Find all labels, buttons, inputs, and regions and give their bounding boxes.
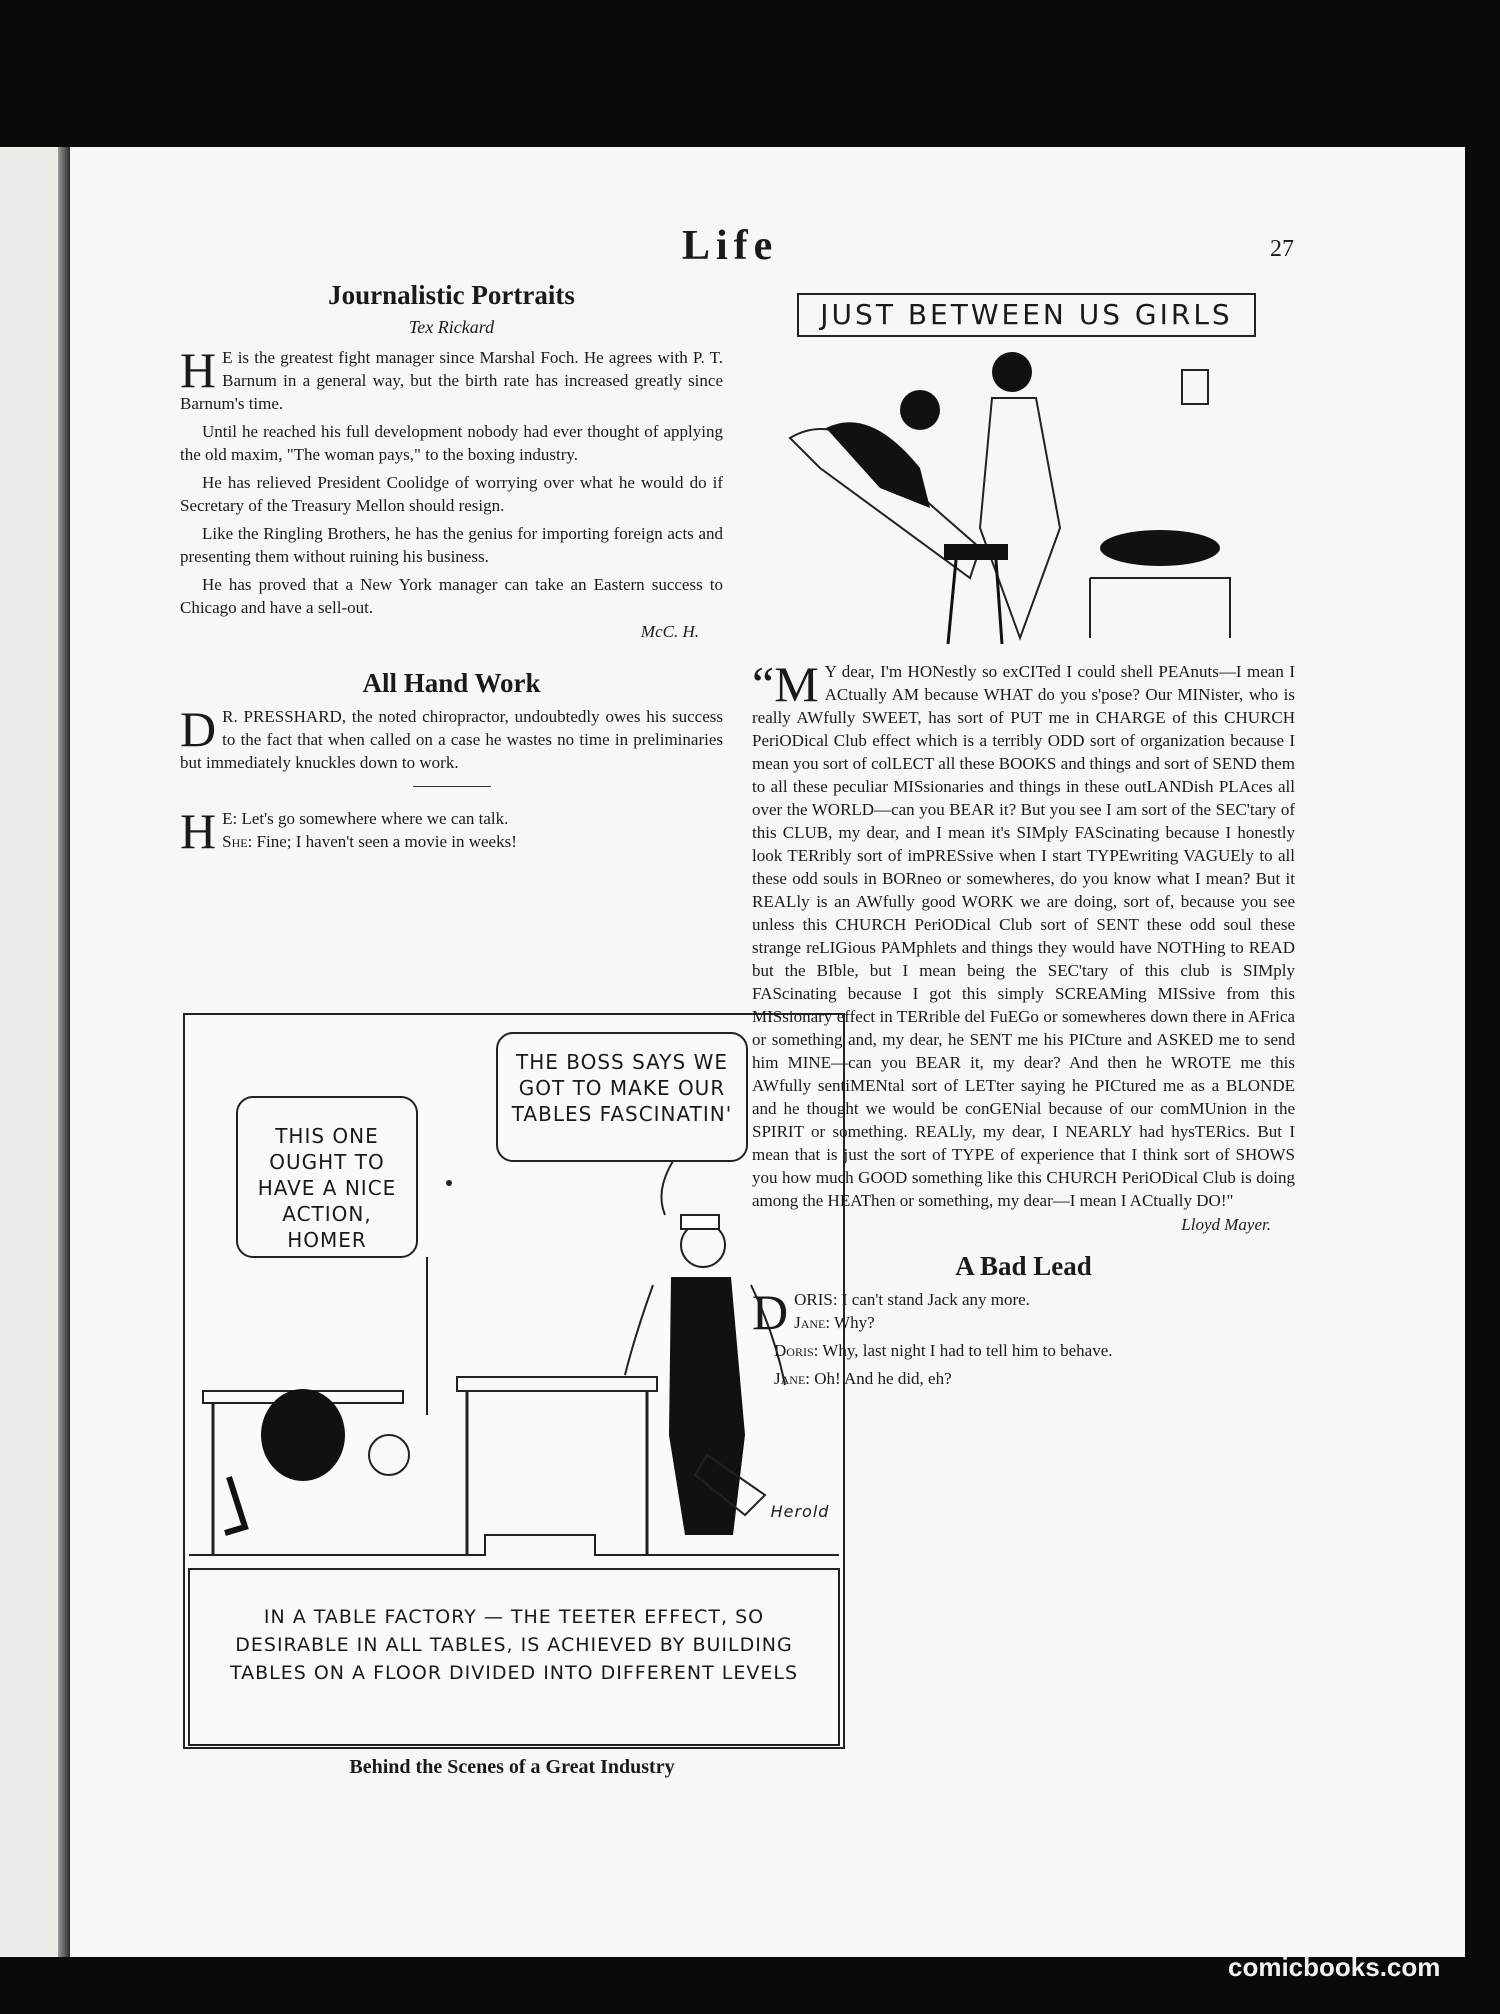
crouching-worker-head — [369, 1435, 409, 1475]
standing-worker-cap — [681, 1215, 719, 1229]
portraits-title: Journalistic Portraits — [328, 280, 575, 310]
portraits-p2: Until he reached his full development nobody had ever thought of applying the old maxim, "The woman pays," to the boxing industry. — [180, 422, 723, 464]
seated-girl-dress — [826, 422, 930, 508]
badlead-line4: Jane: Oh! And he did, eh? — [774, 1369, 952, 1388]
drop-cap: H — [180, 803, 217, 859]
cartoon-panel — [183, 1013, 845, 1749]
crouching-worker-body — [261, 1389, 345, 1481]
badlead-title: A Bad Lead — [955, 1251, 1092, 1281]
side-table — [944, 544, 1008, 560]
page-number: 27 — [1270, 236, 1294, 262]
section-divider — [413, 786, 491, 787]
girls-signature: Lloyd Mayer. — [1181, 1215, 1271, 1234]
side-table-leg — [948, 560, 956, 644]
portraits-p1: H E is the greatest fight manager since Marshal Foch. He agrees with P. T. Barnum in a general way, but the birth rate has increased greatly since Barnum's time. — [180, 342, 723, 413]
seated-girl-head — [900, 390, 940, 430]
portraits-p4: Like the Ringling Brothers, he has the genius for importing foreign acts and presenting them without ruining his business. — [180, 524, 723, 566]
artist-signature: Herold — [770, 1502, 830, 1521]
cartoon-caption-box-text: IN A TABLE FACTORY — THE TEETER EFFECT, SO DESIRABLE IN ALL TABLES, IS ACHIEVED BY BUILDING TABLES ON A FLOOR DIVIDED INTO DIFFERENT LEVELS — [229, 1606, 799, 1684]
bubble-left-text: THIS ONE OUGHT TO HAVE A NICE ACTION, HOMER — [257, 1124, 397, 1252]
portraits-p5: He has proved that a New York manager can take an Eastern success to Chicago and have a sell-out. — [180, 575, 723, 617]
standing-girl-dress — [980, 398, 1060, 638]
masthead-title: Life — [682, 223, 779, 269]
left-column — [180, 280, 723, 858]
standing-girl-head — [992, 352, 1032, 392]
badlead-line1: DORIS: I can't stand Jack any more. Jane: Why? — [752, 1284, 1030, 1340]
drop-cap: “M — [752, 656, 819, 712]
girls-title: JUST BETWEEN US GIRLS — [797, 293, 1256, 337]
girls-drawing — [780, 348, 1280, 648]
crouching-worker-legs — [225, 1477, 245, 1533]
handwork-body: D R. PRESSHARD, the noted chiropractor, undoubtedly owes his success to the fact that when called on a case he wastes no time in preliminaries but immediately knuckles down to work. — [180, 701, 723, 772]
cartoon-caption: Behind the Scenes of a Great Industry — [349, 1756, 675, 1778]
cushion — [1100, 530, 1220, 566]
split-floor — [189, 1535, 839, 1555]
dialog-paragraph: H E: Let's go somewhere where we can talk. She: Fine; I haven't seen a movie in weeks! — [180, 803, 517, 859]
standing-worker-overalls — [669, 1277, 745, 1535]
right-column — [752, 656, 1295, 1395]
bench — [1090, 578, 1230, 638]
girls-body: “M Y dear, I'm HONestly so exCITed I could shell PEAnuts—I mean I ACtually AM because WHAT do you s'pose? Our MINister, who is really AWfully SWEET, has sort of PUT me in CHARGE of this CHURCH PeriODical Club effect which is a terribly ODD sort of organization because I mean you sort of colLECT all these BOOKS and things and sort of SEND them to all these peculiar MISsionaries and things in these outLANDish PLAces all over the WORLD—can you BEAR it? But you see I am sort of the SEC'tary of this CLUB, my dear, and I mean it's SIMply FAScinating because I honestly look TERribly sort of imPRESsive when I start TYPEwriting VAGUEly to all these odd souls in BORneo or somewheres, do you know what I mean? But it REALly is an AWfully good WORK we are doing, sort of, because you see unless this CHURCH PeriODical Club sort of SENT these odd soul these strange reLIGious PAMphlets and things they would have NOTHing to READ but the BIble, but I mean being the SEC'tary of this club is SIMply FAScinating because I got this simply SCREAMing MISsive from this MISsionary effect in TERrible del FuEGo or somewheres down there in AFrica or something and, my dear, he SENT me his PICture and ASKED me to send him MINE—can you BEAR it, my dear? And then he WROTE me this AWfully sentiMENtal sort of LETter saying he PICtured me as a BLONDE and he thought we would be conGENial because of our comMUnion in the SPIRIT or something. REALly, my dear, I NEARLY had hysTERics. But I mean that is just the sort of TYPE of experience that I think sort of SHOWS you how much GOOD something like this CHURCH PeriODical Club is doing among the HEAThen or something, my dear—I mean I ACtually DO!" — [752, 656, 1295, 1210]
bubble-right-text: THE BOSS SAYS WE GOT TO MAKE OUR TABLES FASCINATIN' — [511, 1050, 733, 1126]
ink-dot — [446, 1180, 452, 1186]
girls-illustration — [780, 348, 1280, 648]
portraits-p3: He has relieved President Coolidge of worrying over what he would do if Secretary of the Treasury Mellon should resign. — [180, 473, 723, 515]
portraits-signature: McC. H. — [640, 622, 699, 641]
wall-picture — [1182, 370, 1208, 404]
table-top — [457, 1377, 657, 1391]
watermark: comicbooks.com — [1228, 1952, 1441, 1982]
bubble-right-tail — [661, 1161, 673, 1215]
side-table-leg — [996, 560, 1002, 644]
binding-shadow — [58, 147, 70, 1957]
drop-cap: D — [180, 701, 217, 757]
drop-cap: H — [180, 342, 217, 398]
drop-cap: D — [752, 1284, 789, 1340]
portraits-byline: Tex Rickard — [408, 317, 495, 337]
handwork-title: All Hand Work — [362, 668, 541, 698]
badlead-line3: Doris: Why, last night I had to tell him to behave. — [774, 1341, 1113, 1360]
